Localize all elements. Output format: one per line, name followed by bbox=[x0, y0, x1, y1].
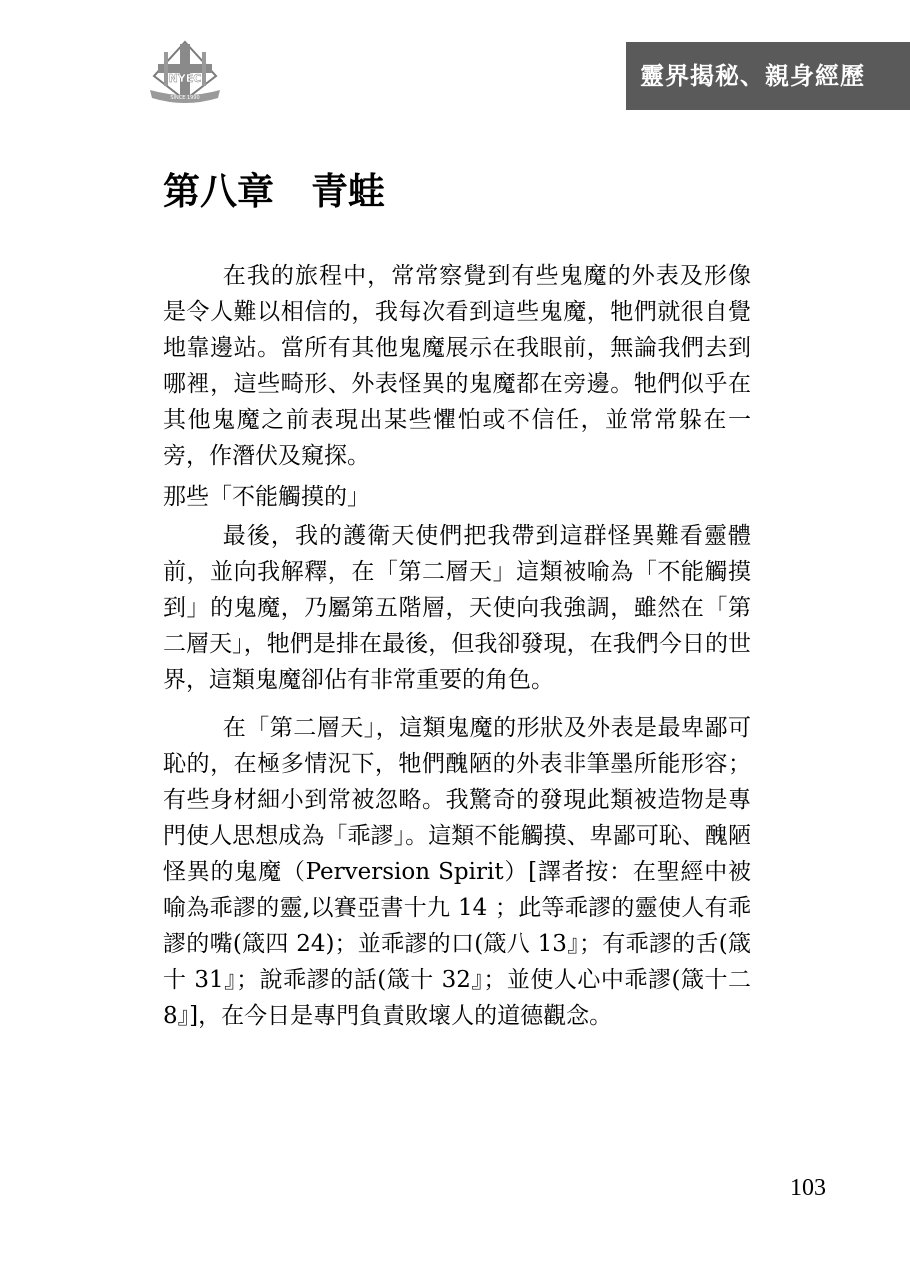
logo-ribbon-text: SINCE 1990 bbox=[170, 95, 200, 101]
nyec-logo bbox=[140, 38, 230, 108]
section-title: 靈界揭秘、親身經歷 bbox=[640, 62, 865, 90]
chapter-title: 第八章 青蛙 bbox=[163, 170, 385, 213]
paragraph-1: 在我的旅程中，常常察覺到有些鬼魔的外表及形像是令人難以相信的，我每次看到這些鬼魔，牠們就很自覺地靠邊站。當所有其他鬼魔展示在我眼前，無論我們去到哪裡，這些畸形、外表怪異的鬼魔都在旁邊。牠們似乎在其他鬼魔之前表現出某些懼怕或不信任，並常常躲在一旁，作潛伏及窺探。 bbox=[163, 263, 751, 469]
section-header-tab bbox=[626, 42, 910, 110]
logo-text: NYEC bbox=[168, 72, 202, 85]
paragraph-3: 在「第二層天」，這類鬼魔的形狀及外表是最卑鄙可恥的，在極多情況下，牠們醜陋的外表非筆墨所能形容；有些身材細小到常被忽略。我驚奇的發現此類被造物是專門使人思想成為「乖謬」。這類不能觸摸、卑鄙可恥、醜陋怪異的鬼魔（Perversion Spirit）[譯者按：在聖經中被喻為乖謬的靈,以賽亞書十九 14 ；此等乖謬的靈使人有乖謬的嘴(箴四 24)；並乖謬的口(箴八 13』；有乖謬的舌(箴十 31』；說乖謬的話(箴十 32』；並使人心中乖謬(箴十二 8』]，在今日是專門負責敗壞人的道德觀念。 bbox=[163, 715, 751, 1029]
body-text bbox=[163, 258, 751, 1034]
nyec-logo-emblem bbox=[140, 38, 230, 108]
paragraph-2: 最後，我的護衛天使們把我帶到這群怪異難看靈體前，並向我解釋，在「第二層天」這類被喻為「不能觸摸到」的鬼魔，乃屬第五階層，天使向我強調，雖然在「第二層天」，牠們是排在最後，但我卻發現，在我們今日的世界，這類鬼魔卻佔有非常重要的角色。 bbox=[163, 523, 751, 693]
subheading: 那些「不能觸摸的」 bbox=[163, 484, 370, 510]
page-number: 103 bbox=[790, 1175, 826, 1201]
